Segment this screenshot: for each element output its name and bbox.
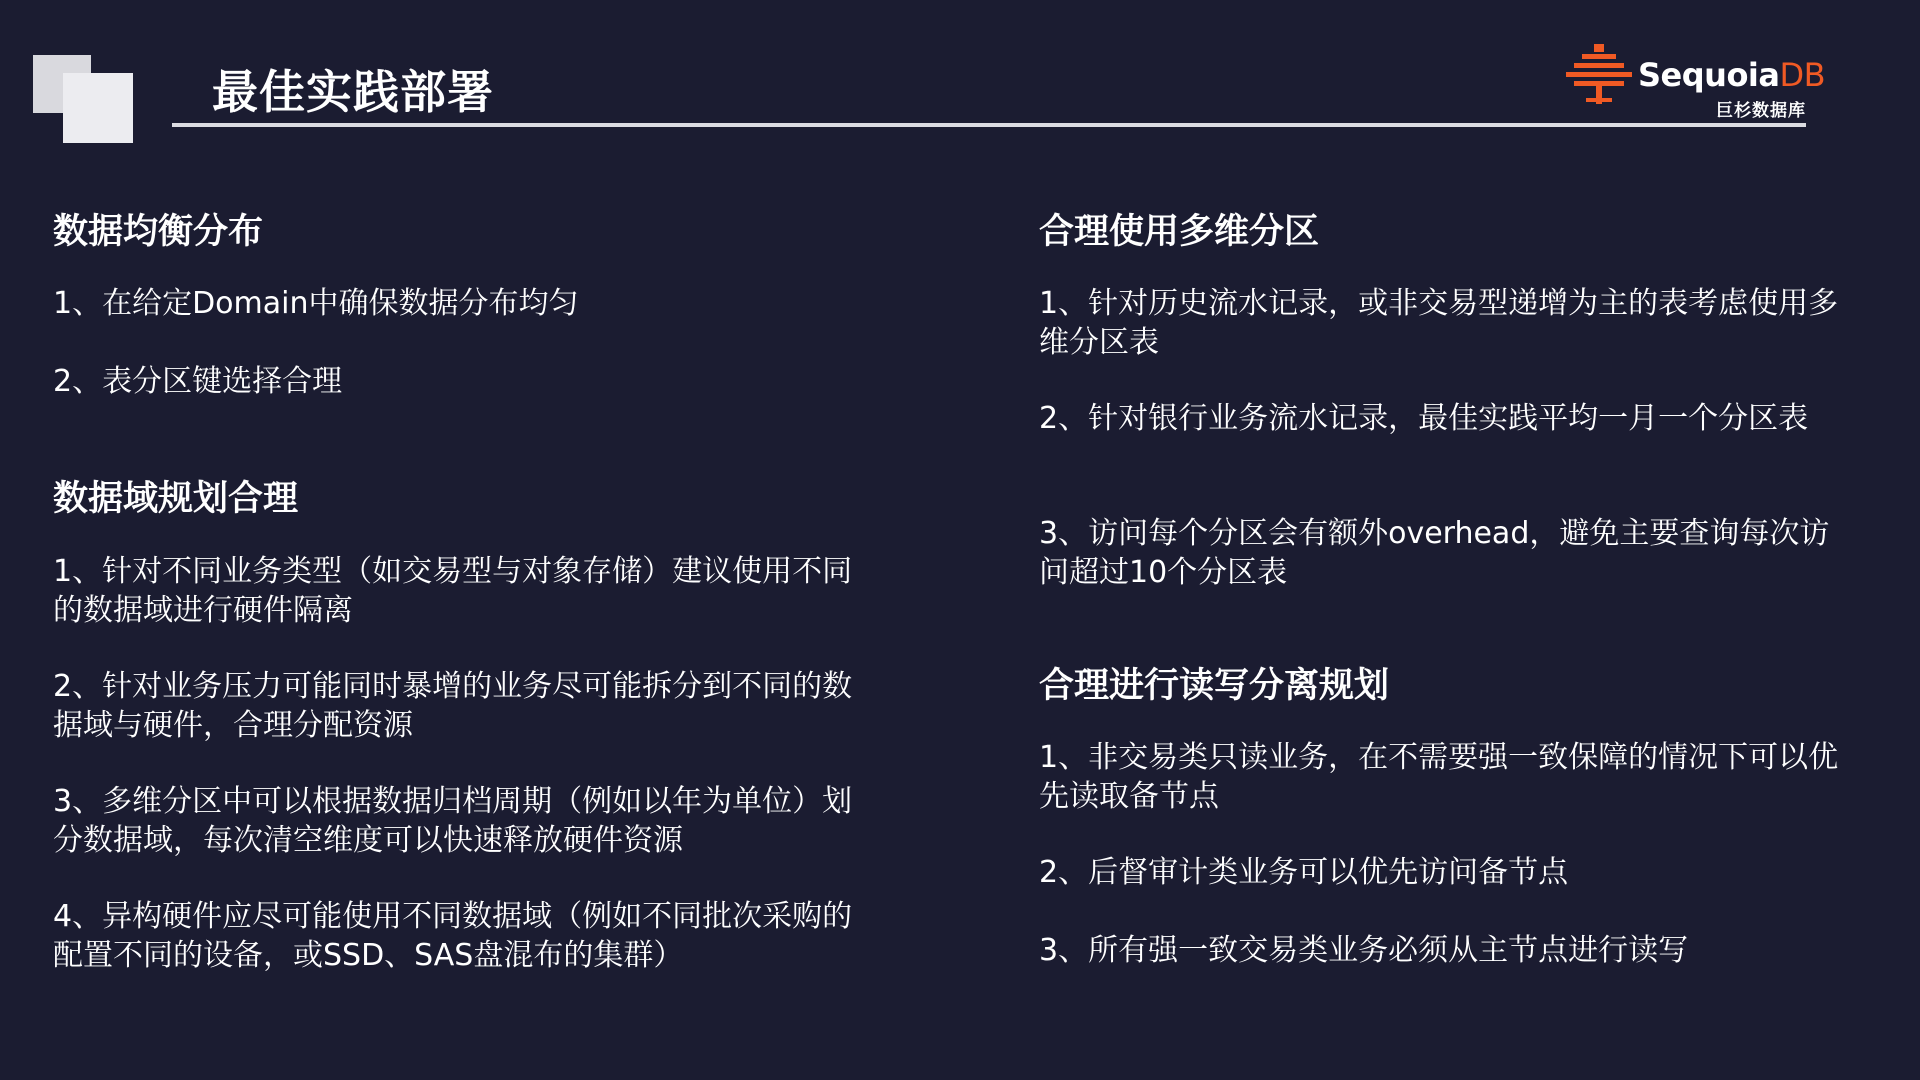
list-item: 1、非交易类只读业务，在不需要强一致保障的情况下可以优先读取备节点 <box>1039 740 1839 814</box>
list-item: 1、针对历史流水记录，或非交易型递增为主的表考虑使用多维分区表 <box>1039 286 1839 360</box>
title-underline <box>172 123 1806 127</box>
logo-subtitle: 巨杉数据库 <box>1716 101 1806 121</box>
logo-wordmark-accent: DB <box>1779 56 1826 94</box>
list-item: 3、多维分区中可以根据数据归档周期（例如以年为单位）划分数据域，每次清空维度可以快速释放硬件资源 <box>53 784 853 858</box>
list-item: 3、所有强一致交易类业务必须从主节点进行读写 <box>1039 933 1689 968</box>
list-item: 2、后督审计类业务可以优先访问备节点 <box>1039 855 1569 890</box>
list-item: 2、针对业务压力可能同时暴增的业务尽可能拆分到不同的数据域与硬件，合理分配资源 <box>53 669 853 743</box>
list-item: 1、针对不同业务类型（如交易型与对象存储）建议使用不同的数据域进行硬件隔离 <box>53 554 853 628</box>
list-item: 2、表分区键选择合理 <box>53 364 343 399</box>
list-item: 3、访问每个分区会有额外overhead，避免主要查询每次访问超过10个分区表 <box>1039 516 1830 590</box>
section-title-read-write-split: 合理进行读写分离规划 <box>1039 666 1390 706</box>
section-title-data-balance: 数据均衡分布 <box>53 212 264 252</box>
sequoia-tree-icon <box>1566 44 1632 104</box>
company-logo <box>1566 44 1826 121</box>
decor-square-front <box>63 73 133 143</box>
section-title-domain-planning: 数据域规划合理 <box>53 479 299 519</box>
section-title-multi-partition: 合理使用多维分区 <box>1039 212 1320 252</box>
list-item: 2、针对银行业务流水记录，最佳实践平均一月一个分区表 <box>1039 401 1809 436</box>
list-item: 1、在给定Domain中确保数据分布均匀 <box>53 286 579 321</box>
slide-title: 最佳实践部署 <box>212 65 494 119</box>
list-item: 4、异构硬件应尽可能使用不同数据域（例如不同批次采购的配置不同的设备，或SSD、SAS盘混布的集群） <box>53 899 853 973</box>
logo-wordmark <box>1638 56 1825 94</box>
logo-wordmark-main: Sequoia <box>1638 56 1780 94</box>
